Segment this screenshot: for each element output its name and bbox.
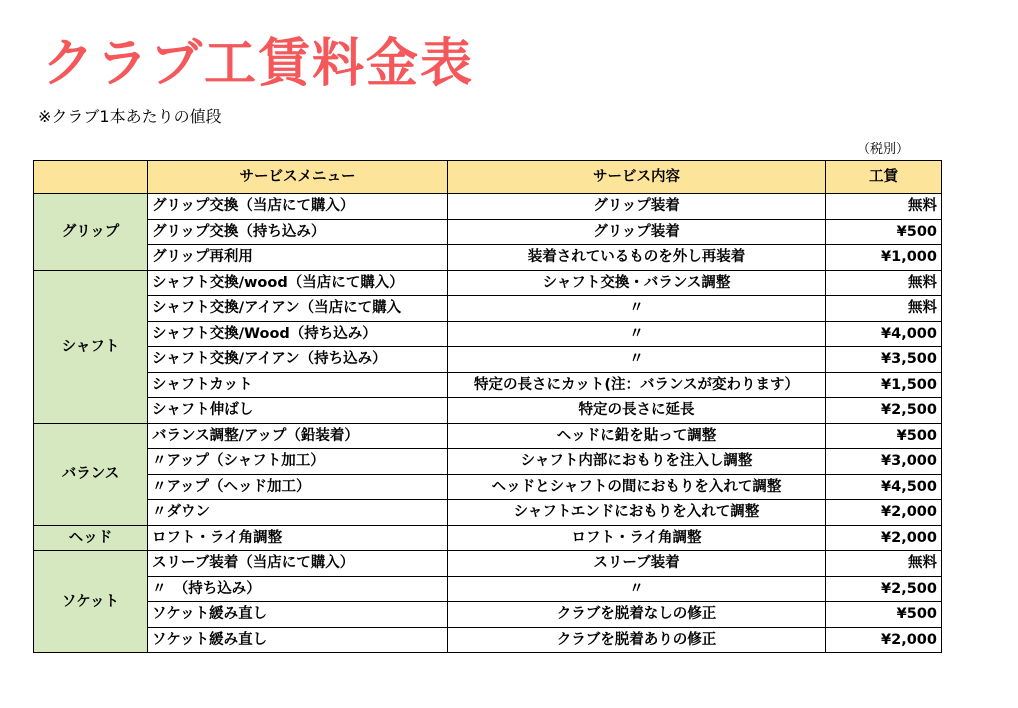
price-cell: ¥500 — [826, 602, 942, 628]
content-cell: 〃 — [448, 576, 826, 602]
content-cell: ヘッドに鉛を貼って調整 — [448, 423, 826, 449]
content-cell: 〃 — [448, 321, 826, 347]
menu-cell: スリーブ装着（当店にて購入） — [148, 551, 448, 577]
content-cell: 〃 — [448, 296, 826, 322]
menu-cell: シャフト交換/Wood（持ち込み） — [148, 321, 448, 347]
table-row — [34, 474, 942, 500]
content-cell: クラブを脱着ありの修正 — [448, 627, 826, 653]
menu-cell: シャフト交換/アイアン（持ち込み） — [148, 347, 448, 373]
menu-cell: 〃ダウン — [148, 500, 448, 526]
page-title: クラブ工賃料金表 — [42, 34, 475, 94]
price-cell: ¥4,500 — [826, 474, 942, 500]
content-cell: シャフト交換・バランス調整 — [448, 270, 826, 296]
price-cell: ¥1,000 — [826, 245, 942, 271]
content-cell: クラブを脱着なしの修正 — [448, 602, 826, 628]
menu-cell: シャフト交換/アイアン（当店にて購入 — [148, 296, 448, 322]
price-cell: ¥2,000 — [826, 500, 942, 526]
category-cell: バランス — [34, 423, 148, 525]
content-cell: 特定の長さに延長 — [448, 398, 826, 424]
table-row — [34, 525, 942, 551]
content-cell: 装着されているものを外し再装着 — [448, 245, 826, 271]
content-cell: グリップ装着 — [448, 194, 826, 220]
content-cell: 〃 — [448, 347, 826, 373]
table-row — [34, 602, 942, 628]
table-row — [34, 398, 942, 424]
price-cell: ¥4,000 — [826, 321, 942, 347]
header-row — [34, 161, 942, 194]
content-cell: シャフトエンドにおもりを入れて調整 — [448, 500, 826, 526]
price-table — [33, 160, 942, 653]
header-fee: 工賃 — [826, 161, 942, 194]
category-cell: ソケット — [34, 551, 148, 653]
menu-cell: バランス調整/アップ（鉛装着） — [148, 423, 448, 449]
menu-cell: ソケット緩み直し — [148, 627, 448, 653]
menu-cell: ソケット緩み直し — [148, 602, 448, 628]
price-cell: ¥500 — [826, 219, 942, 245]
table-row — [34, 449, 942, 475]
table-row — [34, 194, 942, 220]
menu-cell: グリップ交換（持ち込み） — [148, 219, 448, 245]
table-row — [34, 245, 942, 271]
price-cell: 無料 — [826, 296, 942, 322]
table-row — [34, 296, 942, 322]
price-cell: 無料 — [826, 551, 942, 577]
menu-cell: シャフト伸ばし — [148, 398, 448, 424]
price-cell: ¥500 — [826, 423, 942, 449]
per-club-note: ※クラブ1本あたりの値段 — [38, 107, 222, 126]
menu-cell: シャフト交換/wood（当店にて購入） — [148, 270, 448, 296]
menu-cell: 〃 （持ち込み） — [148, 576, 448, 602]
content-cell: 特定の長さにカット(注：バランスが変わります） — [448, 372, 826, 398]
category-cell: シャフト — [34, 270, 148, 423]
menu-cell: シャフトカット — [148, 372, 448, 398]
header-service-menu: サービスメニュー — [148, 161, 448, 194]
table-row — [34, 423, 942, 449]
price-cell: ¥2,500 — [826, 576, 942, 602]
table-row — [34, 219, 942, 245]
menu-cell: 〃アップ（ヘッド加工） — [148, 474, 448, 500]
content-cell: グリップ装着 — [448, 219, 826, 245]
tax-note: （税別） — [857, 142, 910, 157]
price-cell: ¥2,000 — [826, 627, 942, 653]
table-row — [34, 500, 942, 526]
content-cell: シャフト内部におもりを注入し調整 — [448, 449, 826, 475]
header-category — [34, 161, 148, 194]
price-cell: 無料 — [826, 194, 942, 220]
table-row — [34, 551, 942, 577]
table-row — [34, 270, 942, 296]
content-cell: ヘッドとシャフトの間におもりを入れて調整 — [448, 474, 826, 500]
menu-cell: グリップ再利用 — [148, 245, 448, 271]
price-cell: ¥2,000 — [826, 525, 942, 551]
menu-cell: ロフト・ライ角調整 — [148, 525, 448, 551]
price-table-body — [34, 194, 942, 653]
price-cell: ¥2,500 — [826, 398, 942, 424]
content-cell: スリーブ装着 — [448, 551, 826, 577]
category-cell: グリップ — [34, 194, 148, 271]
category-cell: ヘッド — [34, 525, 148, 551]
table-row — [34, 347, 942, 373]
price-cell: ¥3,500 — [826, 347, 942, 373]
table-row — [34, 321, 942, 347]
menu-cell: グリップ交換（当店にて購入） — [148, 194, 448, 220]
table-row — [34, 372, 942, 398]
table-row — [34, 576, 942, 602]
price-cell: ¥3,000 — [826, 449, 942, 475]
price-cell: ¥1,500 — [826, 372, 942, 398]
content-cell: ロフト・ライ角調整 — [448, 525, 826, 551]
price-cell: 無料 — [826, 270, 942, 296]
table-row — [34, 627, 942, 653]
header-service-content: サービス内容 — [448, 161, 826, 194]
menu-cell: 〃アップ（シャフト加工） — [148, 449, 448, 475]
